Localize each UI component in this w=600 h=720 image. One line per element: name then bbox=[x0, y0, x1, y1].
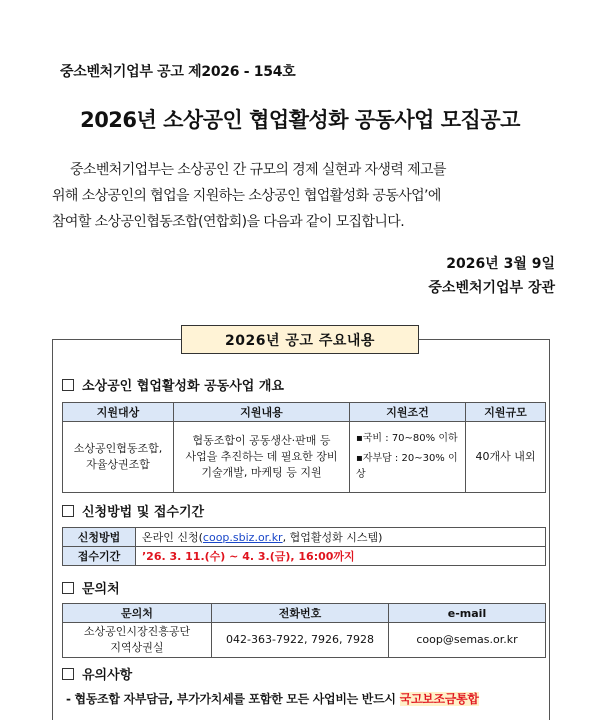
target-line: 자율상권조합 bbox=[86, 458, 150, 471]
page-title: 2026년 소상공인 협업활성화 공동사업 모집공고 bbox=[80, 108, 520, 132]
table-row bbox=[63, 528, 546, 547]
phone-cell: 042-363-7922, 7926, 7928 bbox=[212, 623, 389, 658]
intro-line-2: 위해 소상공인의 협업을 지원하는 소상공인 협업활성화 공동사업’에 bbox=[52, 188, 441, 204]
method-prefix: 온라인 신청( bbox=[142, 531, 203, 544]
target-line: 소상공인협동조합, bbox=[73, 442, 163, 455]
col-header: 지원대상 bbox=[63, 403, 174, 422]
col-header: e-mail bbox=[389, 604, 546, 623]
condition-cell bbox=[350, 422, 466, 493]
note-line bbox=[66, 690, 479, 707]
period-value: ’26. 3. 11.(수) ~ 4. 3.(금), 16:00까지 bbox=[136, 547, 546, 566]
checkbox-square-icon bbox=[62, 668, 74, 680]
table-row bbox=[63, 623, 546, 658]
content-line: 기술개발, 마케팅 등 지원 bbox=[201, 466, 322, 479]
notice-date: 2026년 3월 9일 bbox=[446, 256, 555, 272]
col-header: 지원조건 bbox=[350, 403, 466, 422]
application-heading bbox=[62, 501, 204, 520]
intro-paragraph bbox=[52, 157, 562, 235]
intro-line-1: 중소벤처기업부는 소상공인 간 규모의 경제 실현과 자생력 제고를 bbox=[70, 162, 446, 178]
content-line: 사업을 추진하는 데 필요한 장비 bbox=[185, 450, 338, 463]
method-label: 신청방법 bbox=[63, 528, 136, 547]
note-highlight: 국고보조금통합 bbox=[399, 692, 479, 706]
contact-heading-text: 문의처 bbox=[82, 582, 120, 597]
contact-table bbox=[62, 603, 546, 658]
application-site-link[interactable]: coop.sbiz.or.kr bbox=[202, 531, 283, 544]
overview-table bbox=[62, 402, 546, 493]
notes-heading-text: 유의사항 bbox=[82, 668, 133, 683]
overview-heading bbox=[62, 375, 284, 394]
org-line: 지역상권실 bbox=[110, 641, 164, 654]
org-line: 소상공인시장진흥공단 bbox=[83, 625, 191, 638]
method-value bbox=[136, 528, 546, 547]
condition-line: ▪자부담 : 20~30% 이상 bbox=[356, 453, 458, 480]
condition-line: ▪국비 : 70~80% 이하 bbox=[356, 433, 458, 444]
col-header: 지원내용 bbox=[174, 403, 350, 422]
contact-heading bbox=[62, 578, 120, 597]
notice-number: 중소벤처기업부 공고 제2026 - 154호 bbox=[60, 64, 296, 80]
checkbox-square-icon bbox=[62, 505, 74, 517]
scale-cell: 40개사 내외 bbox=[466, 422, 546, 493]
col-header: 문의처 bbox=[63, 604, 212, 623]
content-line: 협동조합이 공동생산·판매 등 bbox=[192, 434, 331, 447]
table-header-row bbox=[63, 403, 546, 422]
issuing-authority: 중소벤처기업부 장관 bbox=[428, 280, 555, 296]
summary-box-title: 2026년 공고 주요내용 bbox=[181, 325, 419, 354]
method-suffix: , 협업활성화 시스템) bbox=[282, 531, 383, 544]
col-header: 전화번호 bbox=[212, 604, 389, 623]
application-table bbox=[62, 527, 546, 566]
table-header-row bbox=[63, 604, 546, 623]
content-cell bbox=[174, 422, 350, 493]
notes-heading bbox=[62, 664, 132, 683]
target-cell bbox=[63, 422, 174, 493]
table-row bbox=[63, 547, 546, 566]
col-header: 지원규모 bbox=[466, 403, 546, 422]
note-text: - 협동조합 자부담금, 부가가치세를 포함한 모든 사업비는 반드시 bbox=[66, 692, 400, 706]
email-cell: coop@semas.or.kr bbox=[389, 623, 546, 658]
period-label: 접수기간 bbox=[63, 547, 136, 566]
table-row bbox=[63, 422, 546, 493]
intro-line-3: 참여할 소상공인협동조합(연합회)을 다음과 같이 모집합니다. bbox=[52, 214, 405, 230]
org-cell bbox=[63, 623, 212, 658]
checkbox-square-icon bbox=[62, 582, 74, 594]
overview-heading-text: 소상공인 협업활성화 공동사업 개요 bbox=[82, 379, 284, 394]
checkbox-square-icon bbox=[62, 379, 74, 391]
application-heading-text: 신청방법 및 접수기간 bbox=[82, 505, 205, 520]
